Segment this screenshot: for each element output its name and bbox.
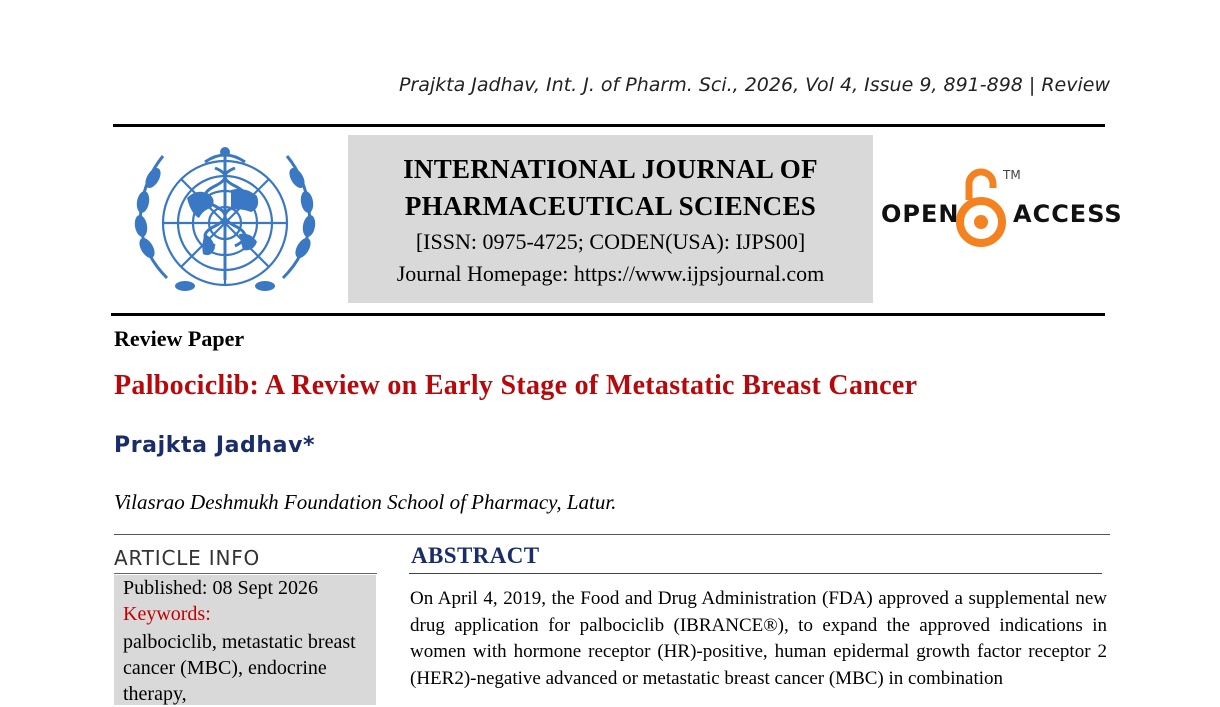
section-divider bbox=[114, 534, 1110, 535]
article-info-heading: ARTICLE INFO bbox=[114, 546, 261, 570]
article-info-rule bbox=[114, 573, 377, 574]
author-affiliation: Vilasrao Deshmukh Foundation School of Pharmacy, Latur. bbox=[114, 490, 617, 514]
masthead-bottom-rule bbox=[111, 313, 1105, 316]
open-access-lock-icon bbox=[955, 166, 1007, 250]
un-emblem-caduceus-logo bbox=[127, 138, 323, 304]
open-access-access-text: ACCESS bbox=[1013, 200, 1123, 228]
journal-issn: [ISSN: 0975-4725; CODEN(USA): IJPS00] bbox=[415, 229, 806, 254]
author-name[interactable]: Prajkta Jadhav* bbox=[114, 433, 316, 458]
journal-name-line1: INTERNATIONAL JOURNAL OF bbox=[403, 154, 818, 184]
journal-masthead bbox=[348, 135, 873, 303]
abstract-rule bbox=[409, 573, 1102, 574]
keywords-list: palbociclib, metastatic breast cancer (MBC), endocrine therapy, bbox=[123, 631, 356, 705]
journal-homepage-link[interactable]: Journal Homepage: https://www.ijpsjournal.com bbox=[396, 261, 825, 286]
abstract-heading: ABSTRACT bbox=[411, 543, 540, 568]
journal-name bbox=[348, 151, 873, 225]
paper-title: Palbociclib: A Review on Early Stage of Metastatic Breast Cancer bbox=[114, 370, 918, 401]
abstract-text: On April 4, 2019, the Food and Drug Administration (FDA) approved a supplemental new drug application for palbociclib (IBRANCE®), to expand the approved indications in women with hormone receptor (HR)-positive, human epidermal growth factor receptor 2 (HER2)-negative advanced or metastatic breast cancer (MBC) in combination bbox=[410, 588, 1107, 689]
keywords-label: Keywords: bbox=[123, 603, 211, 625]
trademark-mark: TM bbox=[1003, 168, 1021, 182]
journal-name-line2: PHARMACEUTICAL SCIENCES bbox=[404, 191, 817, 221]
top-rule bbox=[113, 124, 1105, 127]
paper-type: Review Paper bbox=[114, 326, 245, 351]
citation-header: Prajkta Jadhav, Int. J. of Pharm. Sci., 2026, Vol 4, Issue 9, 891-898 | Review bbox=[398, 74, 1110, 96]
open-access-open-text: OPEN bbox=[881, 200, 960, 228]
published-date: Published: 08 Sept 2026 bbox=[123, 577, 319, 599]
